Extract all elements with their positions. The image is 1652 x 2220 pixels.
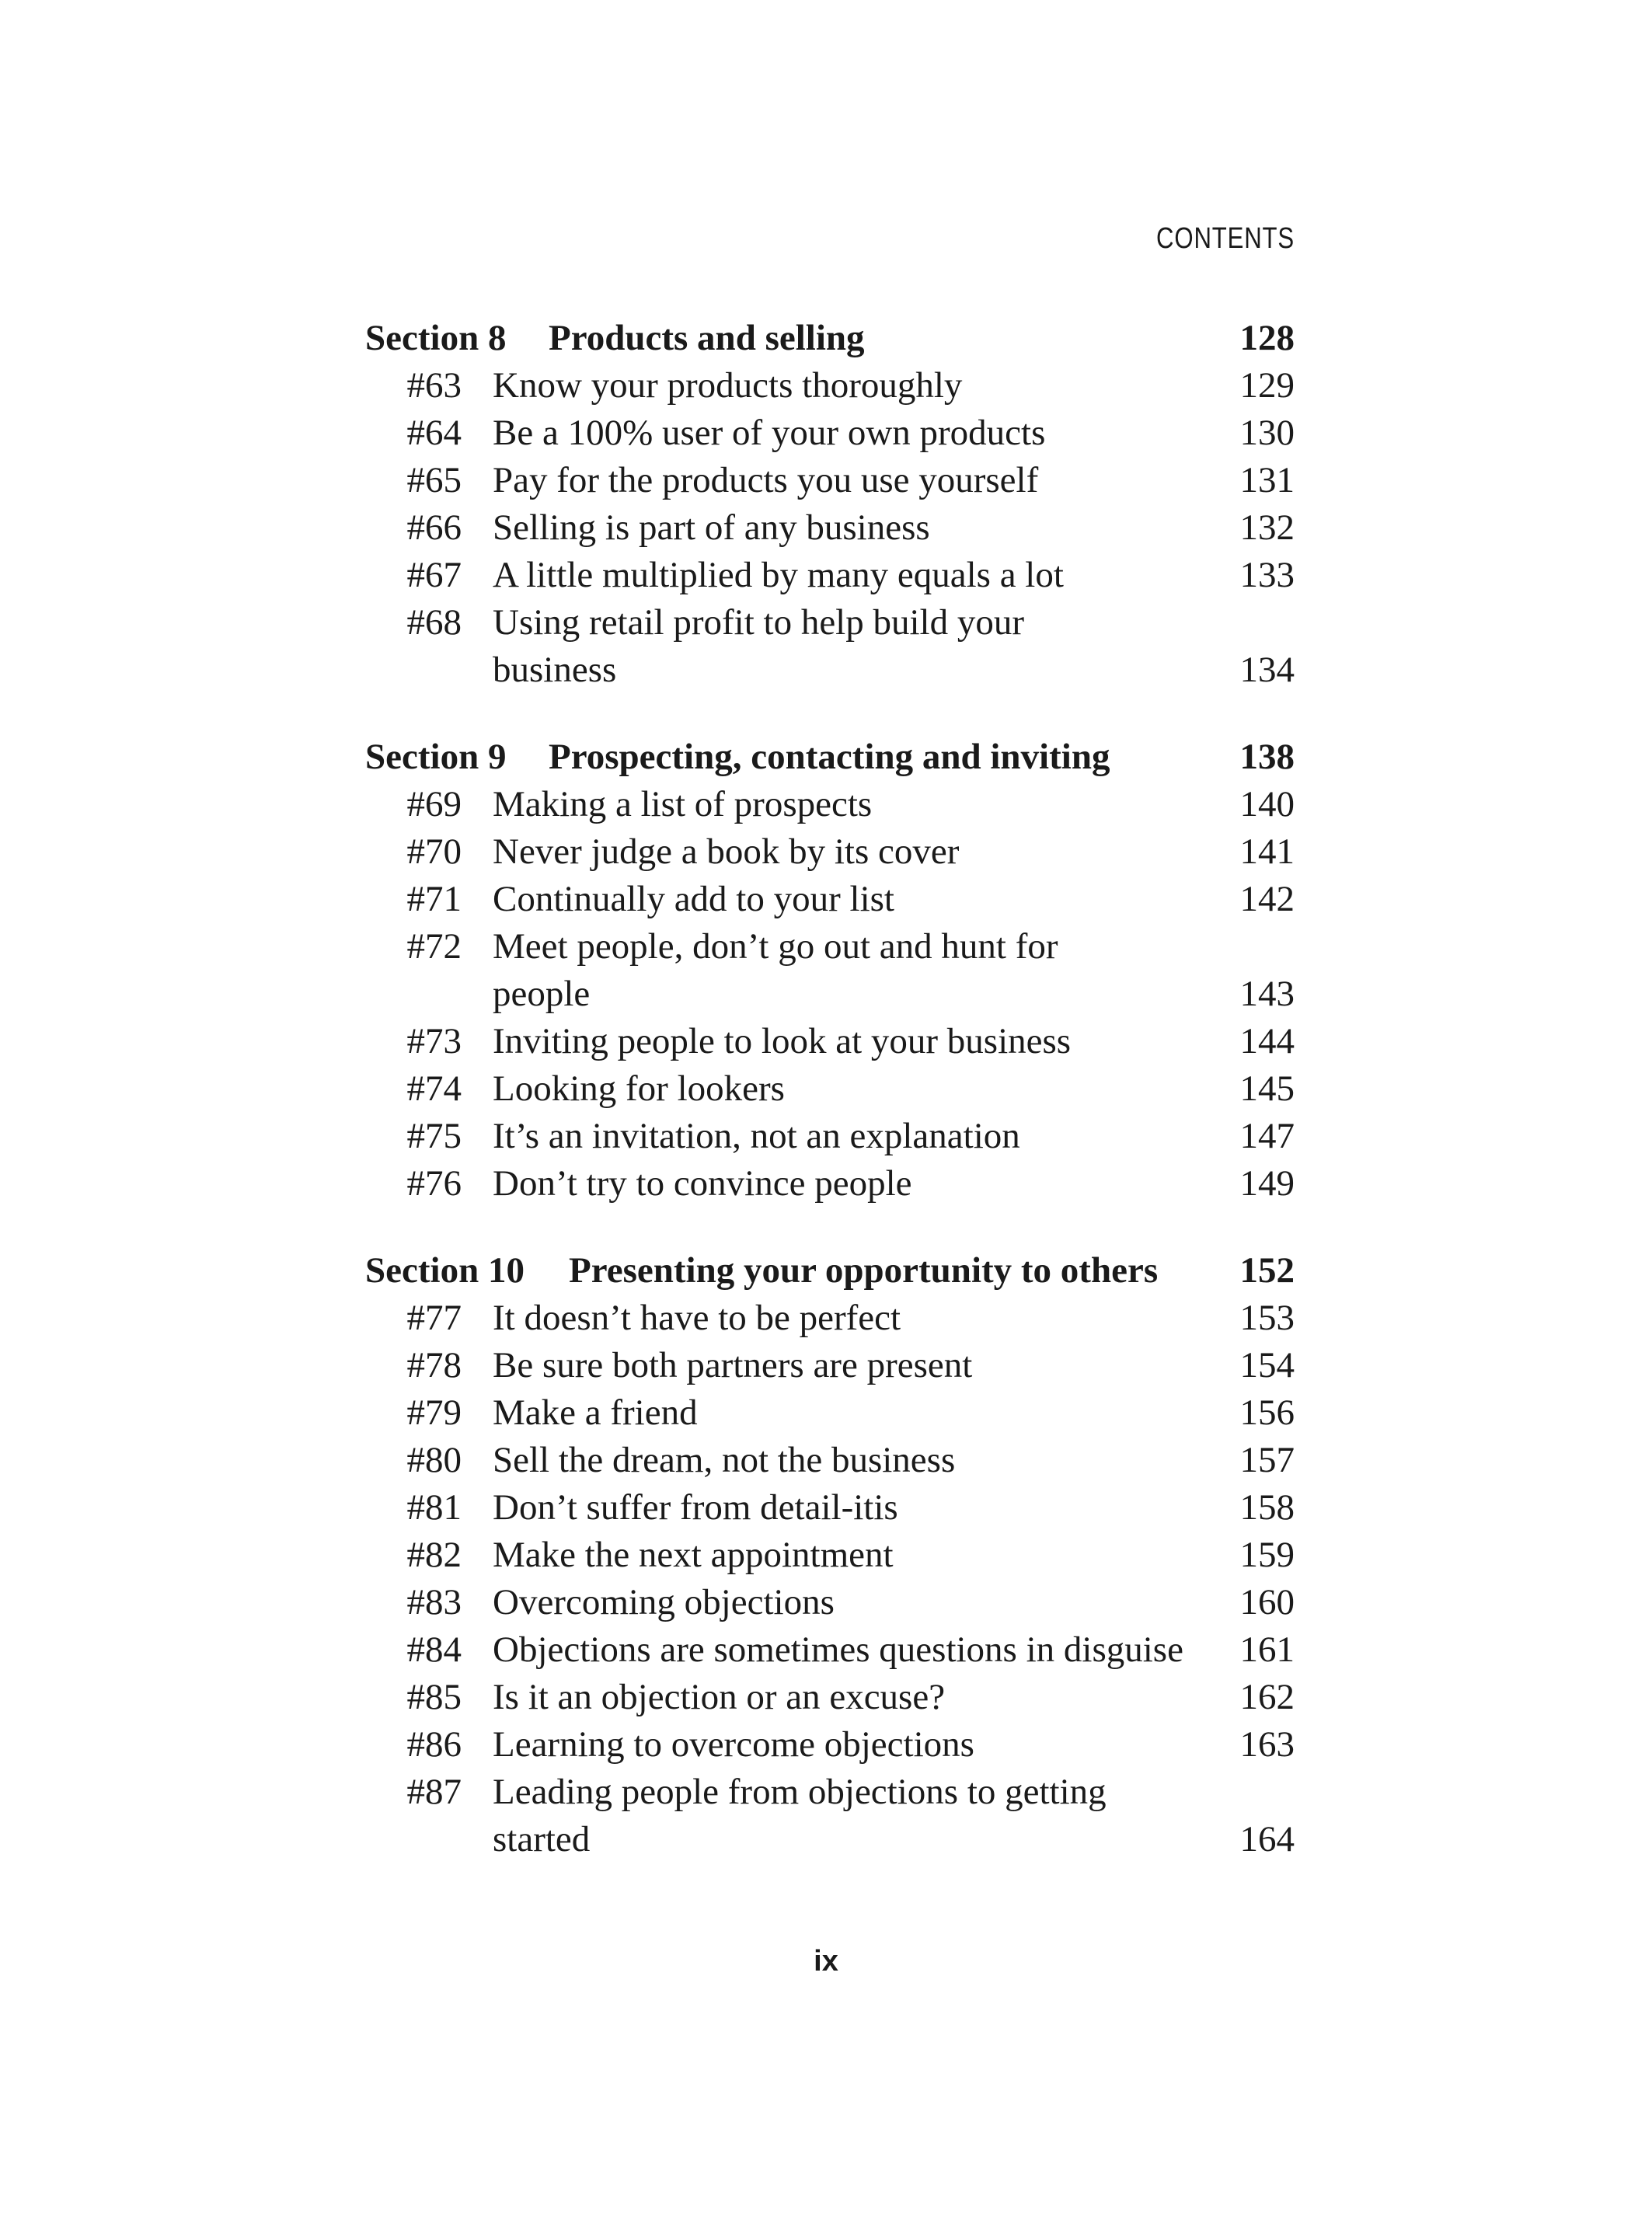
entry-page-number: 164 <box>1239 1819 1295 1859</box>
toc-entry <box>365 599 1295 646</box>
entry-number: #82 <box>406 1535 462 1575</box>
entry-page-number: 145 <box>1239 1068 1295 1109</box>
toc-entry <box>365 923 1295 971</box>
toc-entry <box>365 1769 1295 1816</box>
toc-entry <box>365 1532 1295 1579</box>
entry-number: #68 <box>406 602 462 643</box>
toc-entry <box>365 828 1295 876</box>
toc-entry <box>365 1626 1295 1674</box>
entry-title: Objections are sometimes questions in disguise <box>493 1629 1183 1670</box>
toc-entry <box>365 457 1295 504</box>
entry-number: #78 <box>406 1345 462 1385</box>
toc-entry <box>365 1342 1295 1389</box>
toc-entry <box>365 1160 1295 1208</box>
toc-entry <box>365 781 1295 828</box>
entry-title: It doesn’t have to be perfect <box>493 1298 901 1338</box>
entry-title: started <box>493 1819 591 1859</box>
entry-page-number: 147 <box>1239 1116 1295 1156</box>
entry-page-number: 140 <box>1239 784 1295 824</box>
toc-entry <box>365 362 1295 409</box>
entry-number: #80 <box>406 1440 462 1480</box>
entry-page-number: 157 <box>1239 1440 1295 1480</box>
entry-number: #87 <box>406 1772 462 1812</box>
section-heading <box>365 734 1295 781</box>
entry-number: #77 <box>406 1298 462 1338</box>
entry-page-number: 154 <box>1239 1345 1295 1385</box>
entry-title: Learning to overcome objections <box>493 1724 974 1765</box>
toc-section <box>365 734 1295 1208</box>
page-number: ix <box>814 1945 838 1978</box>
toc-entry <box>365 552 1295 599</box>
entry-title: Inviting people to look at your business <box>493 1021 1072 1061</box>
entry-title: Looking for lookers <box>493 1068 785 1109</box>
entry-title: Never judge a book by its cover <box>493 831 960 872</box>
running-head: CONTENTS <box>1156 222 1295 255</box>
entry-title: Meet people, don’t go out and hunt for <box>493 926 1058 967</box>
entry-number: #64 <box>406 413 462 453</box>
section-label: Section 10 <box>365 1250 525 1291</box>
entry-page-number: 158 <box>1239 1487 1295 1528</box>
toc-section <box>365 315 1295 694</box>
entry-number: #71 <box>406 879 462 919</box>
entry-title: people <box>493 974 591 1014</box>
toc-entry <box>365 1018 1295 1065</box>
section-heading <box>365 1247 1295 1295</box>
entry-page-number: 130 <box>1239 413 1295 453</box>
entry-page-number: 142 <box>1239 879 1295 919</box>
entry-title: Continually add to your list <box>493 879 894 919</box>
toc-entry <box>365 1113 1295 1160</box>
toc-entry-continuation <box>365 971 1295 1018</box>
toc-entry <box>365 876 1295 923</box>
entry-title: Selling is part of any business <box>493 507 930 548</box>
entry-number: #72 <box>406 926 462 967</box>
entry-page-number: 161 <box>1239 1629 1295 1670</box>
entry-page-number: 156 <box>1239 1392 1295 1433</box>
toc-entry <box>365 504 1295 552</box>
entry-number: #67 <box>406 555 462 595</box>
entry-title: Overcoming objections <box>493 1582 835 1622</box>
entry-number: #63 <box>406 365 462 406</box>
toc-entry <box>365 1437 1295 1484</box>
entry-title: Don’t suffer from detail-itis <box>493 1487 898 1528</box>
entry-page-number: 159 <box>1239 1535 1295 1575</box>
entry-title: Using retail profit to help build your <box>493 602 1025 643</box>
section-title: Products and selling <box>549 318 865 358</box>
entry-title: Make a friend <box>493 1392 698 1433</box>
entry-title: Know your products thoroughly <box>493 365 963 406</box>
entry-number: #83 <box>406 1582 462 1622</box>
entry-number: #81 <box>406 1487 462 1528</box>
section-page-number: 138 <box>1239 737 1295 777</box>
entry-page-number: 162 <box>1239 1677 1295 1717</box>
entry-page-number: 131 <box>1239 460 1295 500</box>
section-page-number: 152 <box>1239 1250 1295 1291</box>
entry-title: Is it an objection or an excuse? <box>493 1677 946 1717</box>
entry-number: #73 <box>406 1021 462 1061</box>
entry-number: #84 <box>406 1629 462 1670</box>
entry-title: business <box>493 650 617 690</box>
entry-title: Pay for the products you use yourself <box>493 460 1039 500</box>
toc-entry <box>365 1065 1295 1113</box>
entry-title: Be a 100% user of your own products <box>493 413 1046 453</box>
entry-title: A little multiplied by many equals a lot <box>493 555 1064 595</box>
entry-number: #79 <box>406 1392 462 1433</box>
toc-entry <box>365 1295 1295 1342</box>
entry-page-number: 144 <box>1239 1021 1295 1061</box>
entry-number: #76 <box>406 1163 462 1204</box>
table-of-contents <box>365 315 1295 1903</box>
toc-entry <box>365 1674 1295 1721</box>
entry-page-number: 160 <box>1239 1582 1295 1622</box>
entry-number: #74 <box>406 1068 462 1109</box>
section-label: Section 9 <box>365 737 507 777</box>
toc-entry-continuation <box>365 1816 1295 1863</box>
section-label: Section 8 <box>365 318 507 358</box>
section-title: Prospecting, contacting and inviting <box>549 737 1110 777</box>
toc-section <box>365 1247 1295 1863</box>
entry-page-number: 143 <box>1239 974 1295 1014</box>
entry-number: #75 <box>406 1116 462 1156</box>
entry-number: #69 <box>406 784 462 824</box>
toc-entry <box>365 409 1295 457</box>
entry-page-number: 133 <box>1239 555 1295 595</box>
entry-page-number: 149 <box>1239 1163 1295 1204</box>
entry-title: Don’t try to convince people <box>493 1163 912 1204</box>
section-heading <box>365 315 1295 362</box>
entry-number: #70 <box>406 831 462 872</box>
toc-entry <box>365 1484 1295 1532</box>
entry-title: Leading people from objections to getting <box>493 1772 1107 1812</box>
entry-title: Making a list of prospects <box>493 784 873 824</box>
entry-number: #66 <box>406 507 462 548</box>
entry-title: Be sure both partners are present <box>493 1345 973 1385</box>
toc-entry <box>365 1579 1295 1626</box>
entry-number: #85 <box>406 1677 462 1717</box>
toc-entry <box>365 1389 1295 1437</box>
entry-page-number: 129 <box>1239 365 1295 406</box>
section-title: Presenting your opportunity to others <box>569 1250 1159 1291</box>
entry-page-number: 134 <box>1239 650 1295 690</box>
entry-number: #86 <box>406 1724 462 1765</box>
entry-page-number: 153 <box>1239 1298 1295 1338</box>
entry-title: It’s an invitation, not an explanation <box>493 1116 1020 1156</box>
entry-number: #65 <box>406 460 462 500</box>
entry-page-number: 163 <box>1239 1724 1295 1765</box>
section-page-number: 128 <box>1239 318 1295 358</box>
toc-entry <box>365 1721 1295 1769</box>
entry-page-number: 141 <box>1239 831 1295 872</box>
entry-title: Sell the dream, not the business <box>493 1440 956 1480</box>
entry-page-number: 132 <box>1239 507 1295 548</box>
entry-title: Make the next appointment <box>493 1535 894 1575</box>
toc-entry-continuation <box>365 646 1295 694</box>
